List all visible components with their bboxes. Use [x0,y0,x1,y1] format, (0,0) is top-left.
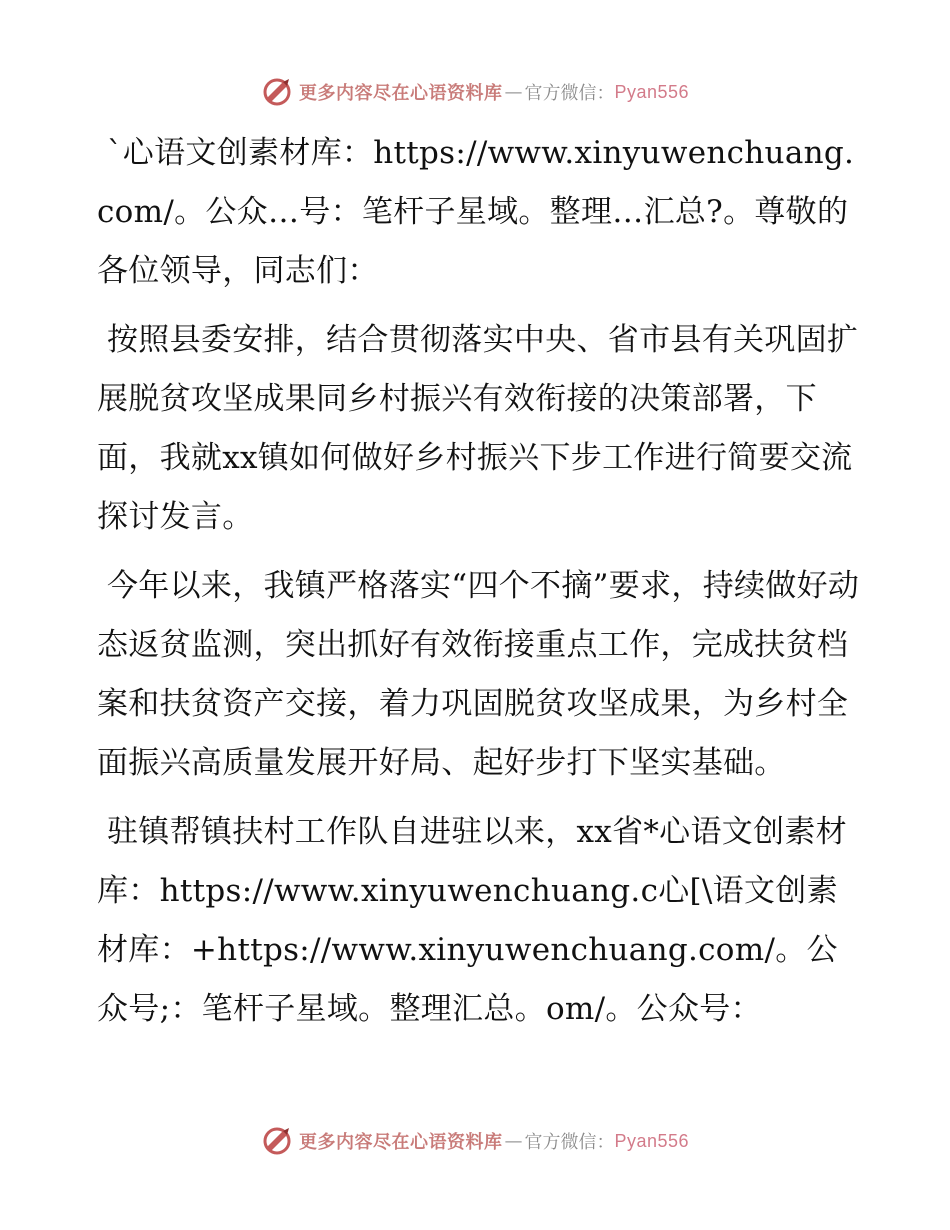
banner-wechat-id: Pyan556 [614,81,690,102]
banner-dash: — [504,81,523,103]
header-banner [0,72,950,112]
quill-logo-icon [261,76,293,108]
banner-title: 更多内容尽在心语资料库 [298,1132,503,1153]
paragraph-1: `心语文创素材库：https://www.xinyuwenchuang.com/。公众…号：笔杆子星域。整理…汇总?。尊敬的各位领导，同志们： [97,135,855,289]
paragraph-4: 驻镇帮镇扶村工作队自进驻以来，xx省*心语文创素材库：https://www.xinyuwenchuang.c心[\语文创素材库：+https://www.xinyuwenchuang.com/。公众号;：笔杆子星域。整理汇总。om/。公众号： [97,814,847,1027]
quill-logo-icon [261,1125,293,1157]
banner-dash: — [504,1130,523,1152]
banner-wechat-id: Pyan556 [614,1130,690,1151]
paragraph-2: 按照县委安排，结合贯彻落实中央、省市县有关巩固扩展脱贫攻坚成果同乡村振兴有效衔接的决策部署，下面，我就xx镇如何做好乡村振兴下步工作进行简要交流探讨发言。 [97,322,859,535]
footer-banner [0,1121,950,1161]
document-body [97,124,867,1039]
banner-wechat-label: 官方微信： [524,83,615,104]
banner-title: 更多内容尽在心语资料库 [298,83,503,104]
paragraph-3: 今年以来，我镇严格落实“四个不摘”要求，持续做好动态返贫监测，突出抓好有效衔接重点工作，完成扶贫档案和扶贫资产交接，着力巩固脱贫攻坚成果，为乡村全面振兴高质量发展开好局、起好步打下坚实基础。 [97,568,860,781]
banner-wechat-label: 官方微信： [524,1132,615,1153]
